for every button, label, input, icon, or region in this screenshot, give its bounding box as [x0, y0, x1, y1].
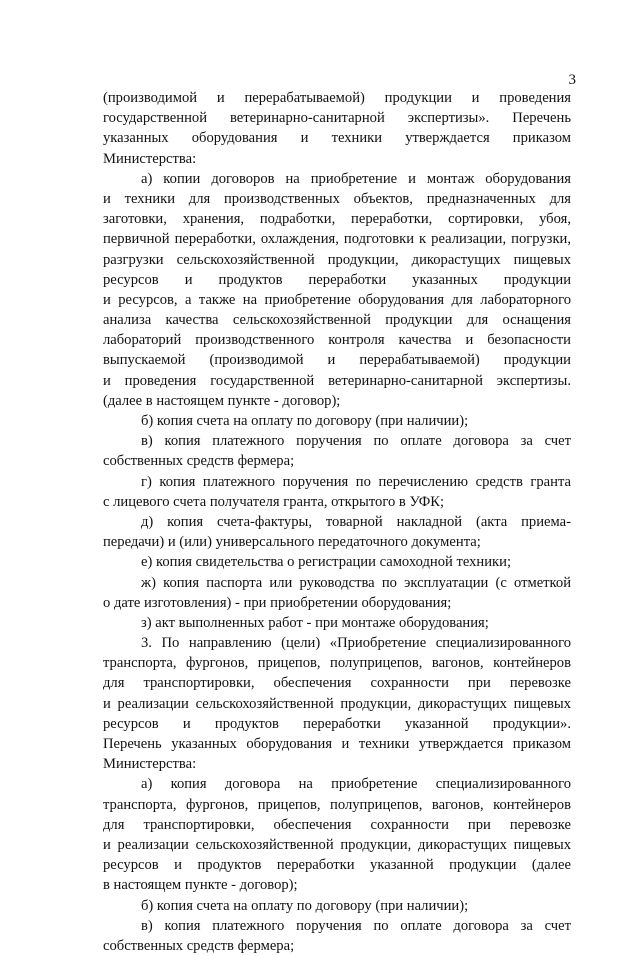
text-line: 3. По направлению (цели) «Приобретение специализированного [141, 635, 571, 652]
text-line: разгрузки сельскохозяйственной продукции, дикорастущих пищевых [103, 251, 571, 268]
text-line: Перечень указанных оборудования и техники утверждается приказом [103, 736, 571, 752]
text-line: собственных средств фермера; [103, 453, 295, 470]
text-line: ресурсов и продуктов переработки указанной продукции (далее [103, 857, 571, 874]
text-line: б) копия счета на оплату по договору (при наличии); [141, 413, 469, 429]
text-line: г) копия платежного поручения по перечислению средств гранта [141, 473, 571, 490]
text-line: и реализации сельскохозяйственной продукции, дикорастущих пищевых [103, 836, 571, 853]
text-line: для транспортировки, обеспечения сохранности при перевозке [103, 675, 571, 692]
text-line: в настоящем пункте - договор); [103, 877, 298, 894]
text-line: Министерства: [103, 150, 197, 167]
text-line: ресурсов и продуктов переработки указанной продукции». [103, 715, 571, 732]
text-line: а) копии договоров на приобретение и монтаж оборудования [141, 170, 571, 187]
text-line: транспорта, фургонов, прицепов, полуприцепов, вагонов, контейнеров [103, 796, 571, 813]
text-line: а) копия договора на приобретение специализированного [141, 776, 571, 793]
text-line: собственных средств фермера; [103, 937, 295, 954]
text-line: о дате изготовления) - при приобретении оборудования; [103, 594, 452, 611]
text-line: государственной ветеринарно-санитарной экспертизы». Перечень [103, 110, 571, 127]
text-line: для транспортировки, обеспечения сохранности при перевозке [103, 816, 571, 833]
text-line: (производимой и перерабатываемой) продукции и проведения [103, 90, 571, 106]
page-number: 3 [568, 72, 576, 88]
text-line: первичной переработки, охлаждения, подготовки к реализации, погрузки, [103, 231, 571, 248]
document-body [103, 88, 571, 956]
text-line: и ресурсов, а также на приобретение оборудования для лабораторного [103, 291, 571, 308]
text-line: б) копия счета на оплату по договору (при наличии); [141, 897, 469, 914]
text-line: анализа качества сельскохозяйственной продукции для оснащения [103, 312, 571, 329]
text-line: ресурсов и продуктов переработки указанных продукции [103, 271, 571, 288]
text-line: выпускаемой (производимой и перерабатываемой) продукции [103, 352, 571, 369]
text-line: Министерства: [103, 756, 197, 773]
text-line: в) копия платежного поручения по оплате договора за счет [141, 433, 571, 450]
text-line: заготовки, хранения, подработки, переработки, сортировки, убоя, [103, 211, 571, 228]
text-line: в) копия платежного поручения по оплате договора за счет [141, 917, 571, 934]
text-line: и техники для производственных объектов, предназначенных для [103, 190, 571, 207]
text-line: транспорта, фургонов, прицепов, полуприцепов, вагонов, контейнеров [103, 655, 571, 672]
text-line: (далее в настоящем пункте - договор); [103, 392, 341, 409]
text-line: с лицевого счета получателя гранта, открытого в УФК; [103, 493, 445, 510]
text-line: е) копия свидетельства о регистрации самоходной техники; [141, 554, 512, 571]
text-line: з) акт выполненных работ - при монтаже оборудования; [141, 614, 489, 631]
text-line: д) копия счета-фактуры, товарной накладной (акта приема- [141, 513, 571, 530]
text-line: и проведения государственной ветеринарно-санитарной экспертизы. [103, 372, 571, 389]
text-line: указанных оборудования и техники утверждается приказом [103, 130, 571, 147]
text-line: и реализации сельскохозяйственной продукции, дикорастущих пищевых [103, 695, 571, 712]
text-line: передачи) и (или) универсального передаточного документа; [103, 534, 481, 551]
text-line: лабораторий производственного контроля качества и безопасности [103, 332, 571, 349]
text-line: ж) копия паспорта или руководства по эксплуатации (с отметкой [141, 574, 571, 591]
